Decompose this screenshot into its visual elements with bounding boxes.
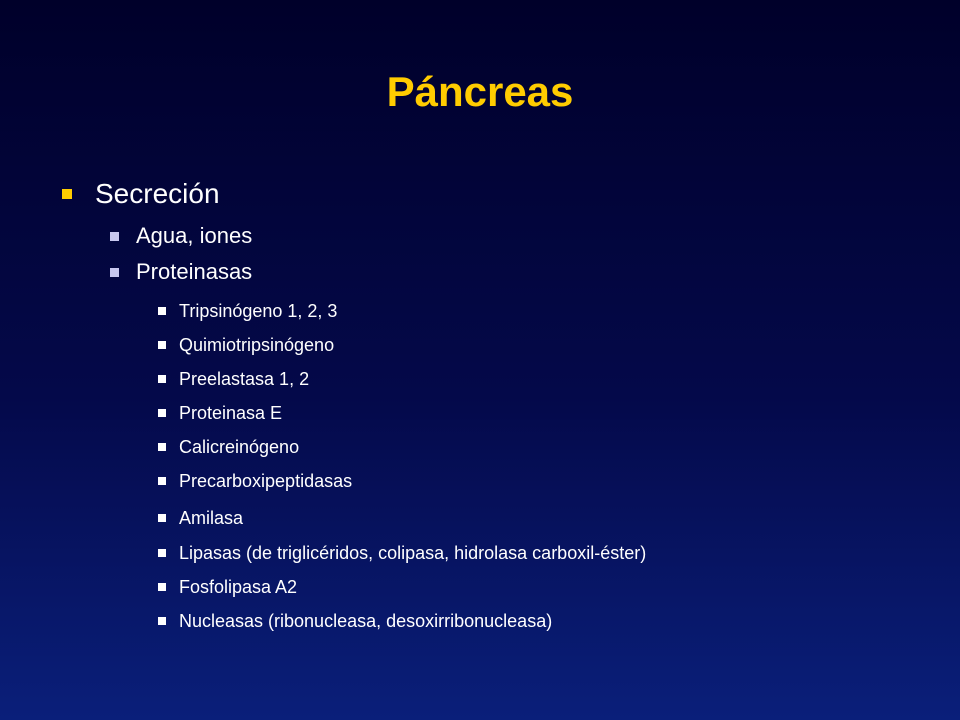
enzyme-item: [158, 574, 297, 600]
square-bullet-icon: [62, 189, 72, 199]
square-bullet-icon: [158, 477, 166, 485]
square-bullet-icon: [110, 232, 119, 241]
enzyme-text: Preelastasa 1, 2: [179, 368, 310, 389]
square-bullet-icon: [158, 514, 166, 522]
bullet-text: Proteinasas: [136, 259, 253, 284]
square-bullet-icon: [158, 443, 166, 451]
enzyme-item: [158, 332, 334, 358]
enzyme-item: [158, 400, 282, 426]
square-bullet-icon: [158, 617, 166, 625]
enzyme-item: [158, 540, 646, 566]
subbullet-proteinasas: [110, 256, 252, 288]
bullet-secrecion: [62, 174, 220, 214]
enzyme-text: Calicreinógeno: [179, 436, 300, 457]
enzyme-item: [158, 434, 299, 460]
enzyme-text: Tripsinógeno 1, 2, 3: [179, 300, 338, 321]
square-bullet-icon: [158, 375, 166, 383]
enzyme-text: Quimiotripsinógeno: [179, 334, 335, 355]
enzyme-item: [158, 298, 337, 324]
bullet-text: Secreción: [95, 178, 220, 209]
enzyme-text: Nucleasas (ribonucleasa, desoxirribonucleasa): [179, 610, 553, 631]
square-bullet-icon: [158, 549, 166, 557]
enzyme-item: [158, 468, 352, 494]
enzyme-item: [158, 505, 243, 531]
bullet-text: Agua, iones: [136, 223, 253, 248]
square-bullet-icon: [158, 409, 166, 417]
enzyme-text: Fosfolipasa A2: [179, 576, 298, 597]
enzyme-text: Proteinasa E: [179, 402, 283, 423]
enzyme-item: [158, 366, 309, 392]
enzyme-text: Amilasa: [179, 507, 244, 528]
enzyme-item: [158, 608, 552, 634]
square-bullet-icon: [158, 583, 166, 591]
square-bullet-icon: [158, 307, 166, 315]
slide-title: Páncreas: [386, 68, 574, 115]
enzyme-text: Precarboxipeptidasas: [179, 470, 353, 491]
square-bullet-icon: [158, 341, 166, 349]
square-bullet-icon: [110, 268, 119, 277]
subbullet-agua-iones: [110, 220, 252, 252]
enzyme-text: Lipasas (de triglicéridos, colipasa, hidrolasa carboxil-éster): [179, 542, 647, 563]
